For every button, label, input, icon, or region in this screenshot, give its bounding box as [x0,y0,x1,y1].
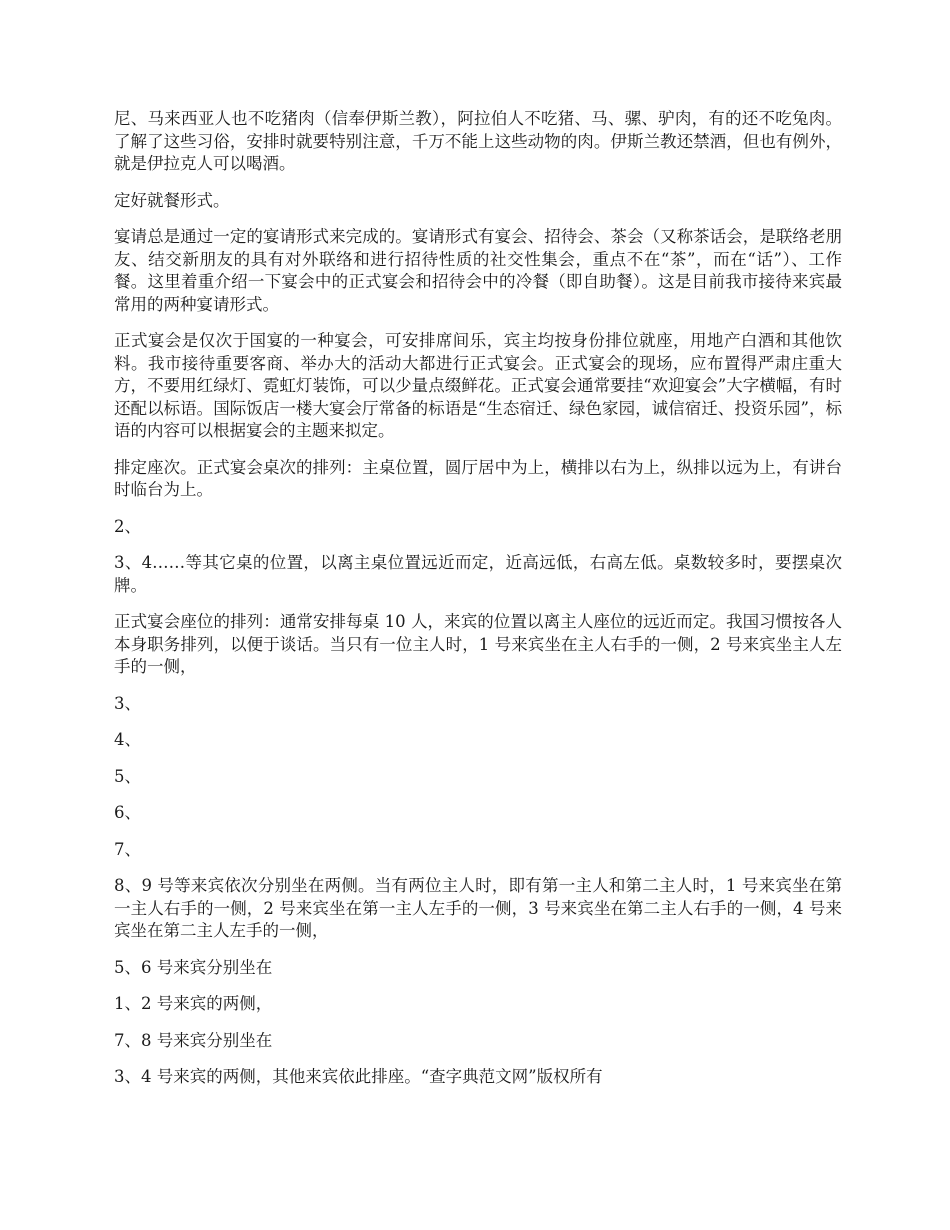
paragraph-two-hosts: 8、9 号等来宾依次分别坐在两侧。当有两位主人时，即有第一主人和第二主人时，1 号来宾坐在第一主人右手的一侧，2 号来宾坐在第一主人左手的一侧，3 号来宾坐在第二主人右手的一侧，4 号来宾坐在第二主人左手的一侧， [114,876,842,940]
paragraph-seat-arrangement: 正式宴会座位的排列：通常安排每桌 10 人，来宾的位置以离主人座位的远近而定。我国习惯按各人本身职务排列，以便于谈话。当只有一位主人时，1 号来宾坐在主人右手的一侧，2 号来宾坐主人左手的一侧， [114,612,842,676]
list-marker-2: 2、 [114,516,141,536]
paragraph-dietary-customs: 尼、马来西亚人也不吃猪肉（信奉伊斯兰教），阿拉伯人不吃猪、马、骡、驴肉，有的还不吃兔肉。了解了这些习俗，安排时就要特别注意，千万不能上这些动物的肉。伊斯兰教还禁酒，但也有例外，就是伊拉克人可以喝酒。 [114,109,842,173]
paragraph-banquet-forms: 宴请总是通过一定的宴请形式来完成的。宴请形式有宴会、招待会、茶会（又称茶话会，是联络老朋友、结交新朋友的具有对外联络和进行招待性质的社交性集会，重点不在“茶”，而在“话”）、工作餐。这里着重介绍一下宴会中的正式宴会和招待会中的冷餐（即自助餐）。这是目前我市接待来宾最常用的两种宴请形式。 [114,227,842,314]
list-marker-5: 5、 [114,766,141,786]
paragraph-guests-7-8: 7、8 号来宾分别坐在 [114,1030,273,1050]
list-marker-3: 3、 [114,693,141,713]
paragraph-dining-format-heading: 定好就餐形式。 [114,190,230,210]
paragraph-guests-3-4-copyright: 3、4 号来宾的两侧，其他来宾依此排座。“查字典范文网”版权所有 [114,1067,603,1086]
list-marker-6: 6、 [114,803,141,822]
document-body [114,108,842,1103]
list-marker-4: 4、 [114,730,141,749]
paragraph-table-positions: 3、4……等其它桌的位置，以离主桌位置远近而定，近高远低，右高左低。桌数较多时，要摆桌次牌。 [114,553,842,595]
paragraph-guests-5-6: 5、6 号来宾分别坐在 [114,957,273,977]
list-marker-7: 7、 [114,839,141,859]
paragraph-guests-1-2: 1、2 号来宾的两侧， [114,994,273,1013]
paragraph-formal-banquet: 正式宴会是仅次于国宴的一种宴会，可安排席间乐，宾主均按身份排位就座，用地产白酒和其他饮料。我市接待重要客商、举办大的活动大都进行正式宴会。正式宴会的现场，应布置得严肃庄重大方，不要用红绿灯、霓虹灯装饰，可以少量点缀鲜花。正式宴会通常要挂“欢迎宴会”大字横幅，有时还配以标语。国际饭店一楼大宴会厅常备的标语是“生态宿迁、绿色家园，诚信宿迁、投资乐园”，标语的内容可以根据宴会的主题来拟定。 [114,331,842,440]
paragraph-seating-order: 排定座次。正式宴会桌次的排列：主桌位置，圆厅居中为上，横排以右为上，纵排以远为上，有讲台时临台为上。 [114,457,842,499]
